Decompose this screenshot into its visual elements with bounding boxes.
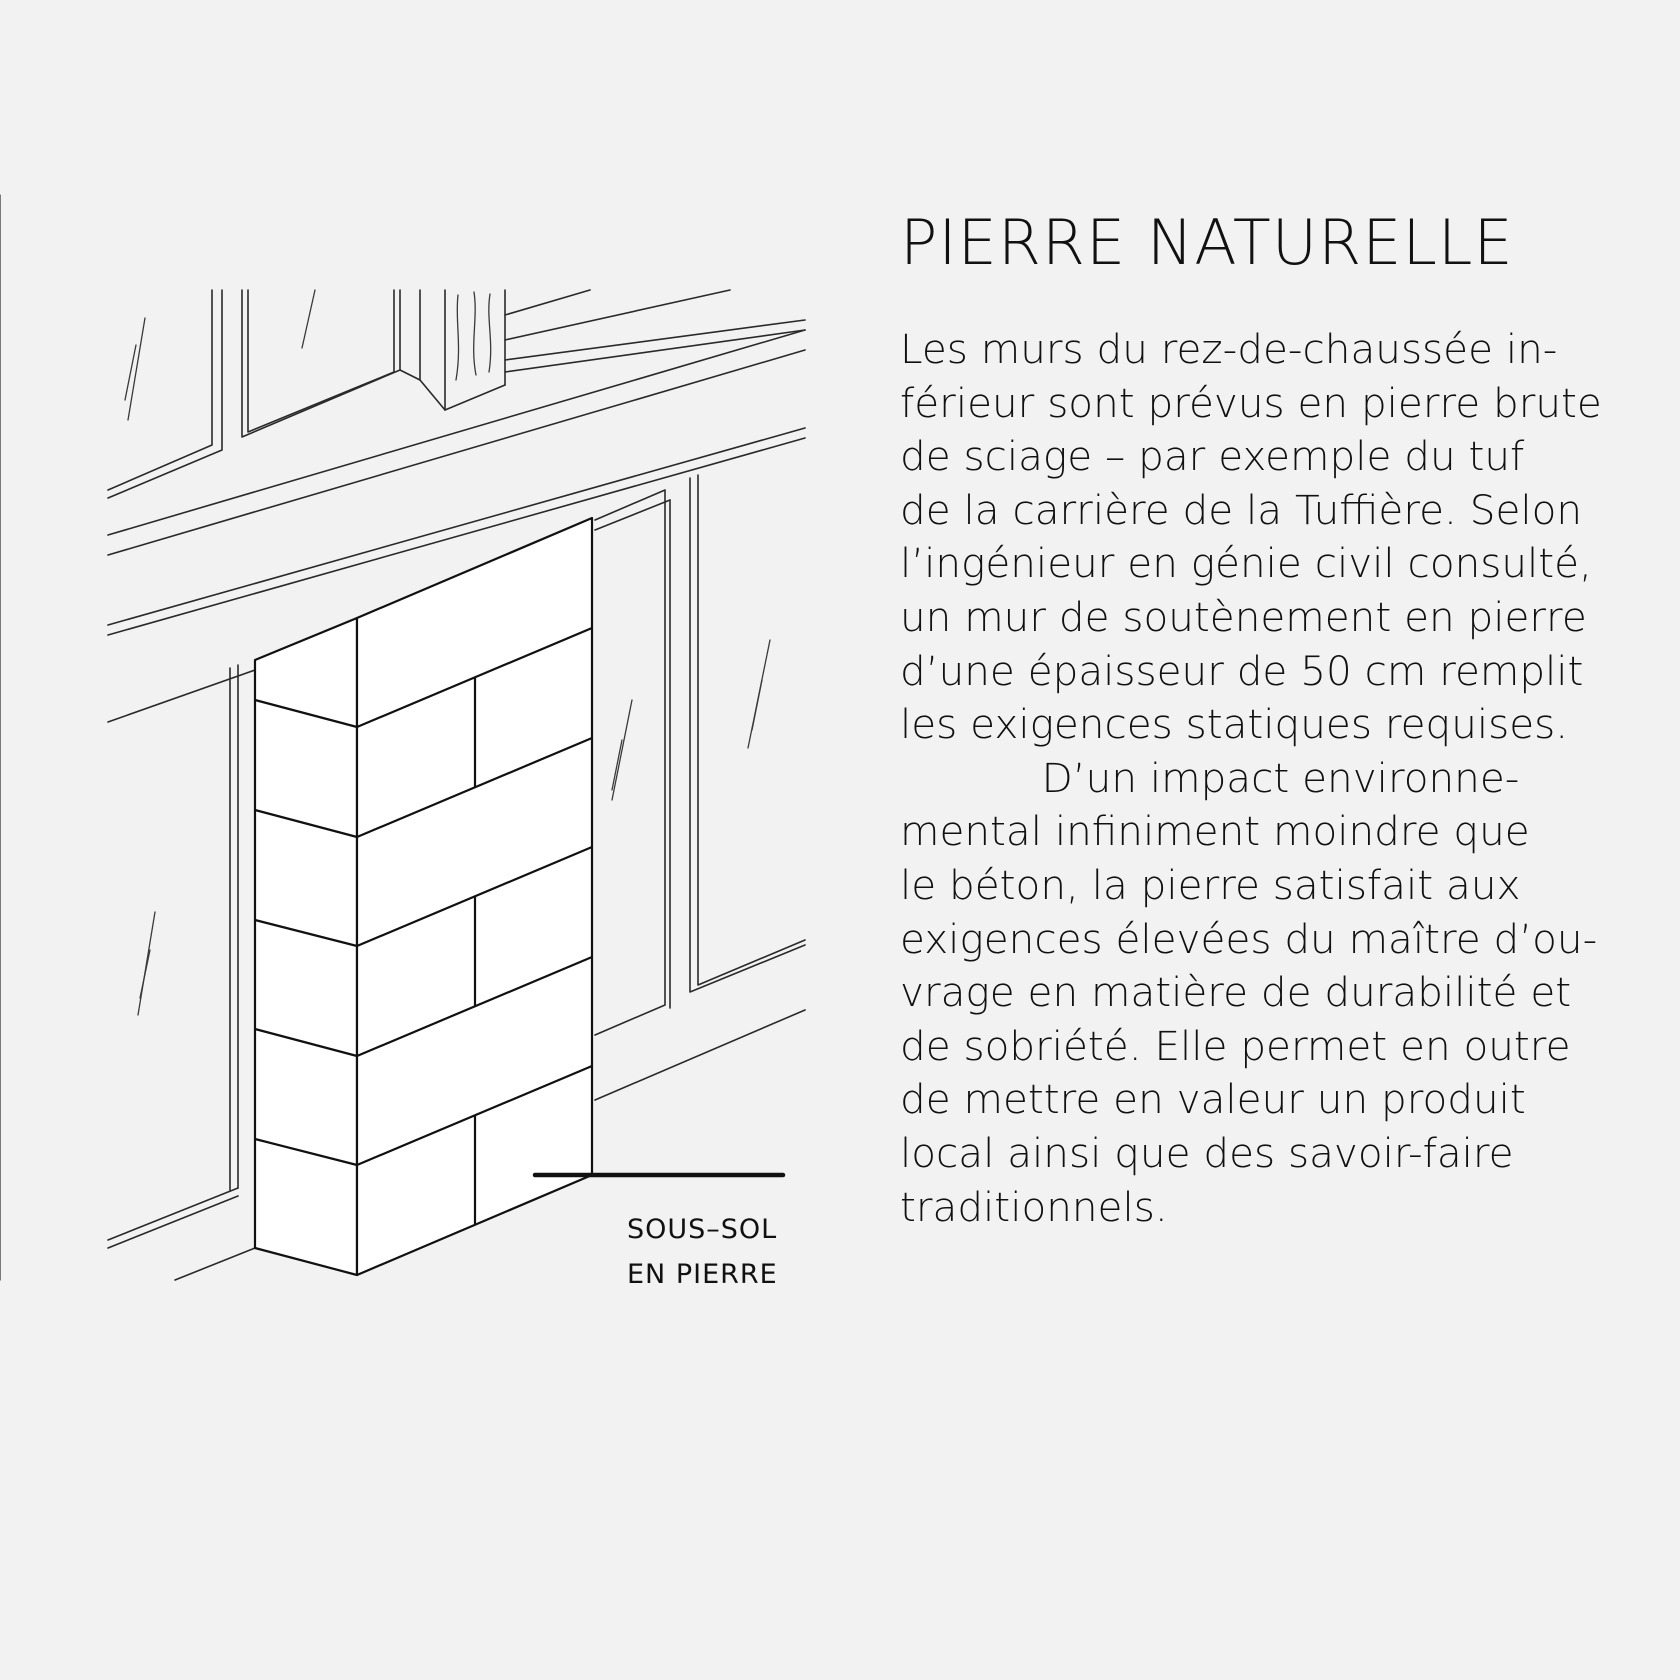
body-line: de sobriété. Elle permet en outre (900, 1021, 1571, 1070)
body-line: Les murs du rez-de-chaussée in- (900, 325, 1558, 373)
body-line: D’un impact environne- (900, 753, 1520, 802)
stone-block-wall (255, 518, 592, 1275)
lower-window-frame-right (595, 475, 805, 1100)
lower-window-frame-left (108, 665, 255, 1280)
upper-window-frame (108, 290, 445, 498)
body-line: férieur sont prévus en pierre brute (900, 378, 1602, 427)
diagram-label-line-1: SOUS–SOL (627, 1214, 778, 1245)
body-line: mental infiniment moindre que (900, 807, 1530, 856)
body-line: vrage en matière de durabilité et (900, 968, 1572, 1017)
body-line: les exigences statiques requises. (900, 700, 1569, 749)
page-title: PIERRE NATURELLE (900, 206, 1514, 279)
diagram-label-line-2: EN PIERRE (627, 1259, 778, 1290)
body-line: traditionnels. (900, 1182, 1168, 1231)
diagram-label (627, 1207, 827, 1297)
body-line: de sciage – par exemple du tuf (900, 432, 1525, 481)
body-line: exigences élevées du maître d’ou- (900, 914, 1598, 963)
body-line: d’une épaisseur de 50 cm remplit (900, 646, 1584, 695)
body-line: un mur de soutènement en pierre (900, 592, 1587, 641)
body-line: l’ingénieur en génie civil consulté, (900, 539, 1592, 588)
body-line: de la carrière de la Tuffière. Selon (900, 485, 1583, 534)
upper-window-frame-right (505, 290, 805, 372)
body-paragraph (900, 323, 1660, 1234)
body-line: de mettre en valeur un produit (900, 1075, 1526, 1124)
timber-post (445, 290, 505, 410)
stone-wall-side-face (255, 618, 357, 1275)
body-line: le béton, la pierre satisfait aux (900, 860, 1521, 909)
body-line: local ainsi que des savoir-faire (900, 1128, 1514, 1177)
